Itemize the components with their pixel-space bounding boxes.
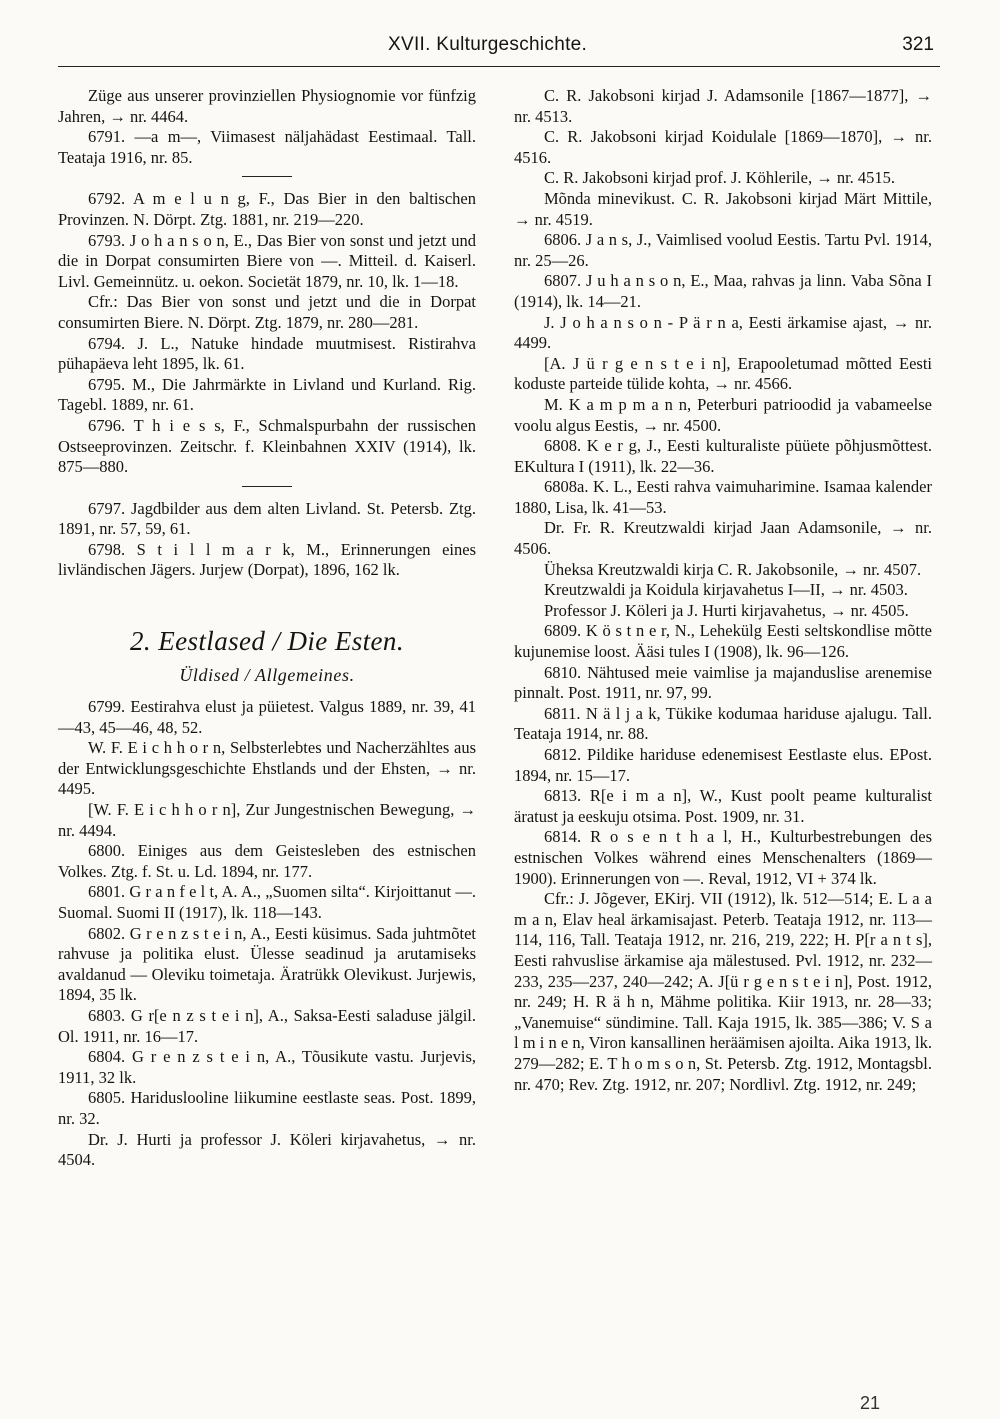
right-column [514,86,932,1095]
subsection-title: Üldised / Allgemeines. [179,665,355,686]
separator-rule [242,176,292,177]
bibliography-entry: J. J o h a n s o n - P ä r n a, Eesti ärkamise ajast, → nr. 4499. [514,312,932,353]
bibliography-entry: W. F. E i c h h o r n, Selbsterlebtes und Nacherzähltes aus der Entwicklungsgeschichte Ehstlands und der Ehsten, → nr. 4495. [58,738,476,799]
bibliography-entry: Cfr.: Das Bier von sonst und jetzt und die in Dorpat consumirten Biere. N. Dörpt. Ztg. 1879, nr. 280—281. [58,292,476,332]
signature-mark: 21 [860,1393,881,1413]
bibliography-entry: 6800. Einiges aus dem Geistesleben des estnischen Volkes. Ztg. f. St. u. Ld. 1894, nr. 177. [58,841,476,881]
bibliography-entry: 6805. Hariduslooline liikumine eestlaste seas. Post. 1899, nr. 32. [58,1088,476,1128]
bibliography-entry: 6794. J. L., Natuke hindade muutmisest. Ristirahva pühapäeva leht 1895, lk. 61. [58,333,476,374]
bibliography-entry: Mõnda minevikust. C. R. Jakobsoni kirjad Märt Mittile, → nr. 4519. [514,188,932,229]
bibliography-entry: 6808a. K. L., Eesti rahva vaimuharimine. Isamaa kalender 1880, Lisa, lk. 41—53. [514,477,932,517]
chapter-title: XVII. Kulturgeschichte. [388,34,588,55]
bibliography-entry: 6809. K ö s t n e r, N., Lehekülg Eesti seltskondlise mõtte kujunemise loost. Ääsi tules I (1908), lk. 96—126. [514,621,932,662]
left-column [58,86,476,1171]
bibliography-entry: C. R. Jakobsoni kirjad prof. J. Köhlerile, → nr. 4515. [544,168,896,188]
entry-block [58,189,476,477]
bibliography-entry: 6810. Nähtused meie vaimlise ja majanduslise arenemise pinnalt. Post. 1911, nr. 97, 99. [514,662,932,703]
bibliography-entry: 6802. G r e n z s t e i n, A., Eesti küsimus. Sada juhtmõtet rahvuse ja politika elust. Ülesse seadinud ja arutamiseks avaldanud — Oleviku toimetaja. Äratrükk Olevikust. Jurjewis, 1894, 35 lk. [58,923,476,1005]
separator-rule [242,486,292,487]
bibliography-entry: 6812. Pildike hariduse edenemisest Eestlaste elus. EPost. 1894, nr. 15—17. [514,745,932,785]
bibliography-entry: 6806. J a n s, J., Vaimlised voolud Eestis. Tartu Pvl. 1914, nr. 25—26. [514,230,932,270]
page-number: 321 [902,34,934,55]
bibliography-entry: [A. J ü r g e n s t e i n], Erapooletumad mõtted Eesti koduste parteide tülide kohta, → nr. 4566. [514,353,932,394]
bibliography-entry: Züge aus unserer provinziellen Physiognomie vor fünfzig Jahren, → nr. 4464. [58,86,476,126]
bibliography-entry: 6793. J o h a n s o n, E., Das Bier von sonst und jetzt und die in Dorpat consumirten Biere von —. Mitteil. d. Kaiserl. Livl. Gemeinnütz. u. oekon. Societät 1879, nr. 10, lk. 1—18. [58,230,476,291]
bibliography-entry: Cfr.: J. Jõgever, EKirj. VII (1912), lk. 512—514; E. L a a m a n, Elav heal ärkamisajast. Peterb. Teataja 1912, nr. 113—114, 116, Tall. Teataja 1912, nr. 216, 219, 222; H. P[r a n t s], Eesti rahvuslise ärkamise aja mälestused. Pvl. 1912, nr. 232—233, 235—237, 240—242; A. J[ü r g e n s t e i n], Post. 1912, nr. 249; H. R ä h n, Mähme politika. Kiir 1913, nr. 28—33; „Vanemuise“ sündimine. Tall. Kaja 1915, lk. 385—386; V. S a l m i n e n, Viron kansallinen heräämisen ajoilta. Aika 1913, lk. 279—282; E. T h o m s o n, St. Petersb. Ztg. 1912, Montagsbl. nr. 470; Rev. Ztg. 1912, nr. 207; Nordlivl. Ztg. 1912, nr. 249; [514,889,932,1094]
bibliography-entry: M. K a m p m a n n, Peterburi patrioodid ja vabameelse voolu algus Eestis, → nr. 4500. [514,394,932,435]
running-header [58,34,940,58]
bibliography-entry: 6791. —a m—, Viimasest näljahädast Eestimaal. Tall. Teataja 1916, nr. 85. [58,127,476,167]
entry-block [514,86,932,1095]
bibliography-entry: 6797. Jagdbilder aus dem alten Livland. St. Petersb. Ztg. 1891, nr. 57, 59, 61. [58,498,476,539]
bibliography-entry: 6808. K e r g, J., Eesti kulturaliste püüete põhjusmõttest. EKultura I (1911), lk. 22—36. [514,436,932,476]
bibliography-entry: 6813. R[e i m a n], W., Kust poolt peame kulturalist äratust ja eeskuju otsima. Post. 1909, nr. 31. [514,786,932,826]
bibliography-entry: 6801. G r a n f e l t, A. A., „Suomen silta“. Kirjoittanut —. Suomal. Suomi II (1917), lk. 118—143. [58,882,476,922]
bibliography-entry: 6792. A m e l u n g, F., Das Bier in den baltischen Provinzen. N. Dörpt. Ztg. 1881, nr. 219—220. [58,189,476,229]
bibliography-entry: 6796. T h i e s s, F., Schmalspurbahn der russischen Ostseeprovinzen. Zeitschr. f. Kleinbahnen XXIV (1914), lk. 875—880. [58,415,476,477]
bibliography-entry: 6795. M., Die Jahrmärkte in Livland und Kurland. Rig. Tagebl. 1889, nr. 61. [58,374,476,415]
bibliography-entry: 6811. N ä l j a k, Tükike kodumaa hariduse ajalugu. Tall. Teataja 1914, nr. 88. [514,703,932,744]
bibliography-entry: 6799. Eestirahva elust ja püietest. Valgus 1889, nr. 39, 41—43, 45—46, 48, 52. [58,697,476,737]
bibliography-entry: Professor J. Köleri ja J. Hurti kirjavahetus, → nr. 4505. [544,600,909,620]
bibliography-entry: 6803. G r[e n z s t e i n], A., Saksa-Eesti saladuse jälgil. Ol. 1911, nr. 16—17. [58,1005,476,1046]
entry-block [58,697,476,1171]
bibliography-entry: Üheksa Kreutzwaldi kirja C. R. Jakobsonile, → nr. 4507. [544,559,922,579]
header-rule [58,66,940,67]
bibliography-entry: [W. F. E i c h h o r n], Zur Jungestnischen Bewegung, → nr. 4494. [58,800,476,840]
bibliography-entry: 6798. S t i l l m a r k, M., Erinnerungen eines livländischen Jägers. Jurjew (Dorpat), 1896, 162 lk. [58,539,476,580]
entry-block [58,86,476,168]
bibliography-entry: 6814. R o s e n t h a l, H., Kulturbestrebungen des estnischen Volkes während eines Menschenalters (1869—1900). Erinnerungen von —. Reval, 1912, VI + 374 lk. [514,827,932,888]
bibliography-entry: Kreutzwaldi ja Koidula kirjavahetus I—II, → nr. 4503. [544,580,908,600]
bibliography-entry: Dr. J. Hurti ja professor J. Köleri kirjavahetus, → nr. 4504. [58,1129,476,1170]
bibliography-entry: 6804. G r e n z s t e i n, A., Tõusikute vastu. Jurjevis, 1911, 32 lk. [58,1047,476,1087]
section-title: 2. Eestlased / Die Esten. [130,626,404,657]
bibliography-entry: C. R. Jakobsoni kirjad J. Adamsonile [1867—1877], → nr. 4513. [514,86,932,126]
bibliography-entry: C. R. Jakobsoni kirjad Koidulale [1869—1870], → nr. 4516. [514,127,932,167]
bibliography-entry: Dr. Fr. R. Kreutzwaldi kirjad Jaan Adamsonile, → nr. 4506. [514,518,932,559]
entry-block [58,499,476,581]
bibliography-entry: 6807. J u h a n s o n, E., Maa, rahvas ja linn. Vaba Sõna I (1914), lk. 14—21. [514,271,932,311]
